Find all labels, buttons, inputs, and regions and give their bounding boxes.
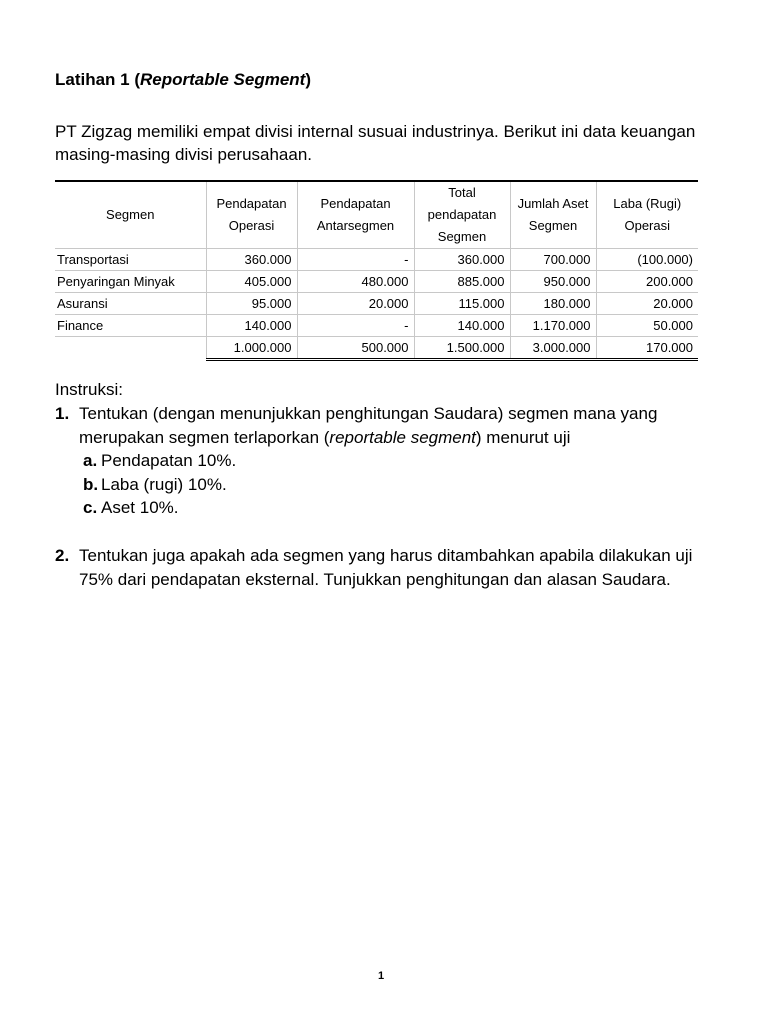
cell-value: 885.000: [414, 271, 510, 293]
cell-value: 140.000: [414, 315, 510, 337]
total-pendapatan-segmen: 1.500.000: [414, 337, 510, 360]
header-segmen: Segmen: [55, 181, 206, 249]
cell-segment-name: Asuransi: [55, 293, 206, 315]
cell-value: 95.000: [206, 293, 297, 315]
table-row: [55, 271, 698, 293]
cell-value: 360.000: [414, 249, 510, 271]
cell-value: 405.000: [206, 271, 297, 293]
sub-item-c: [83, 496, 715, 520]
segment-table: [55, 180, 698, 361]
sub-item-label: a.: [83, 451, 98, 470]
header-total-pendapatan: Total pendapatan Segmen: [414, 181, 510, 249]
total-pendapatan-antarsegmen: 500.000: [297, 337, 414, 360]
table-row: [55, 293, 698, 315]
cell-value: 950.000: [510, 271, 596, 293]
sub-item-label: c.: [83, 498, 98, 517]
cell-segment-name: Penyaringan Minyak: [55, 271, 206, 293]
sub-item-text: Laba (rugi) 10%.: [101, 474, 227, 494]
table-header-row: [55, 181, 698, 249]
title-italic: Reportable Segment: [140, 70, 306, 89]
cell-value: 50.000: [596, 315, 698, 337]
header-laba-rugi: Laba (Rugi) Operasi: [596, 181, 698, 249]
header-pendapatan-antarsegmen: Pendapatan Antarsegmen: [297, 181, 414, 249]
sub-item-text: Pendapatan 10%.: [101, 451, 237, 470]
sub-item-label: b.: [83, 474, 99, 494]
cell-value: 700.000: [510, 249, 596, 271]
table-row: [55, 315, 698, 337]
cell-empty: [55, 337, 206, 360]
question-2: [55, 544, 715, 591]
cell-value: 200.000: [596, 271, 698, 293]
cell-value: 20.000: [596, 293, 698, 315]
question-1: [55, 402, 715, 520]
cell-value: 115.000: [414, 293, 510, 315]
cell-value: 20.000: [297, 293, 414, 315]
header-jumlah-aset: Jumlah Aset Segmen: [510, 181, 596, 249]
header-pendapatan-operasi: Pendapatan Operasi: [206, 181, 297, 249]
question-1-number: 1.: [55, 404, 70, 423]
exercise-title: [55, 70, 311, 90]
instructions-label: Instruksi:: [55, 380, 124, 399]
cell-value: 140.000: [206, 315, 297, 337]
sub-item-a: [83, 449, 715, 473]
title-suffix: ): [305, 70, 311, 89]
cell-value: -: [297, 249, 414, 271]
cell-value: (100.000): [596, 249, 698, 271]
cell-segment-name: Transportasi: [55, 249, 206, 271]
cell-value: 480.000: [297, 271, 414, 293]
question-2-number: 2.: [55, 546, 70, 565]
total-aset-segmen: 3.000.000: [510, 337, 596, 360]
question-1-text-a: Tentukan (dengan menunjukkan penghitungan Saudara) segmen mana yang merupakan segmen terlaporkan (: [79, 404, 658, 447]
cell-value: 360.000: [206, 249, 297, 271]
question-2-text: Tentukan juga apakah ada segmen yang harus ditambahkan apabila dilakukan uji 75% dari pendapatan eksternal. Tunjukkan penghitungan dan alasan Saudara.: [79, 546, 693, 589]
table-total-row: [55, 337, 698, 360]
intro-paragraph: PT Zigzag memiliki empat divisi internal susuai industrinya. Berikut ini data keuangan masing-masing divisi perusahaan.: [55, 122, 696, 164]
question-1-text-b: ) menurut uji: [475, 427, 571, 447]
table-row: [55, 249, 698, 271]
title-prefix: Latihan 1 (: [55, 70, 141, 89]
cell-value: 1.170.000: [510, 315, 596, 337]
sub-item-text: Aset 10%.: [101, 498, 179, 517]
cell-segment-name: Finance: [55, 315, 206, 337]
question-1-text-italic: reportable segment: [329, 427, 476, 447]
total-laba-rugi: 170.000: [596, 337, 698, 360]
page-number: 1: [378, 970, 385, 982]
cell-value: 180.000: [510, 293, 596, 315]
sub-item-b: [83, 473, 715, 497]
total-pendapatan-operasi: 1.000.000: [206, 337, 297, 360]
cell-value: -: [297, 315, 414, 337]
